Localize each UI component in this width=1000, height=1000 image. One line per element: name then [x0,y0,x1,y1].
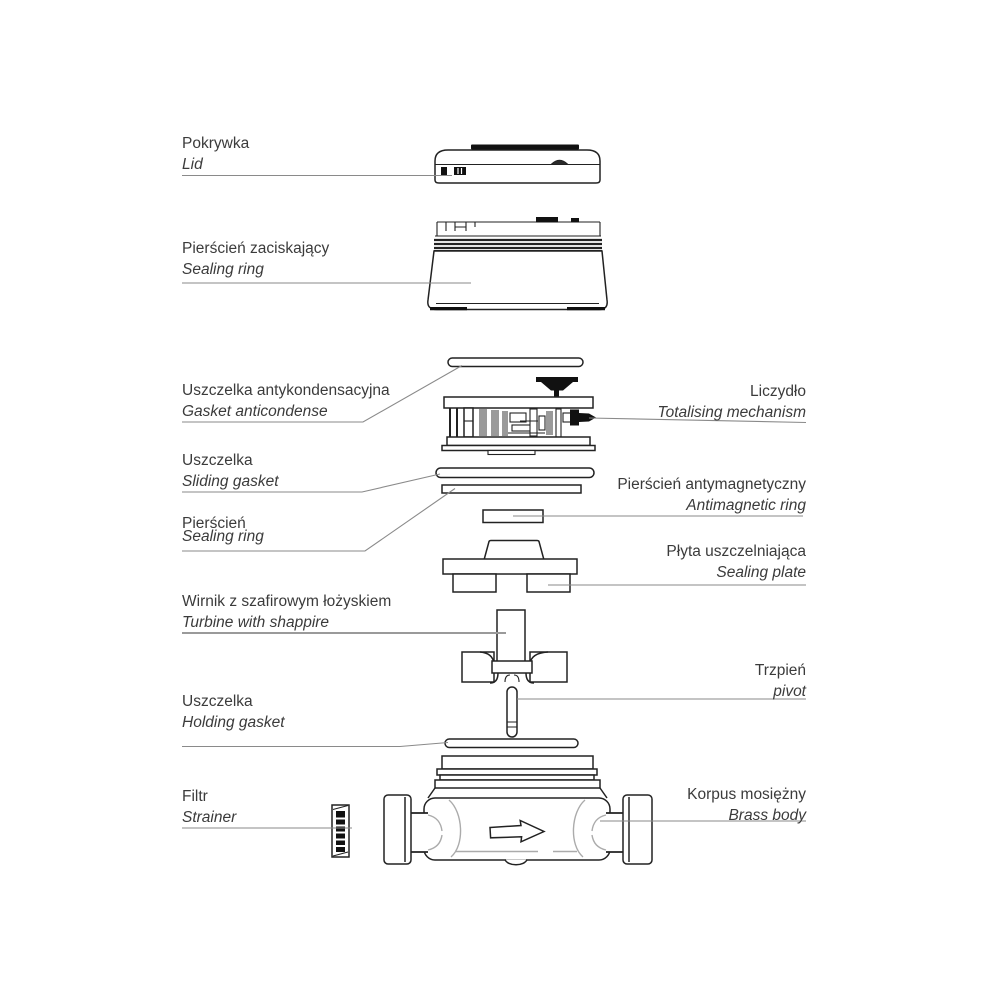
part-name-en: Strainer [182,809,237,826]
part-name-en: pivot [773,683,806,700]
part-name-pl: Pierścień [182,515,246,532]
turbine-drawing [462,610,567,683]
part-name-en: Sliding gasket [182,473,279,490]
lid-drawing [435,145,600,184]
part-name-pl: Uszczelka antykondensacyjna [182,382,390,399]
part-name-en: Sealing ring [182,528,264,545]
label-uszczelka-holding [182,691,285,733]
part-name-pl: Liczydło [750,383,806,400]
part-name-en: Brass body [728,807,806,824]
part-name-pl: Uszczelka [182,452,253,469]
label-pierscien [182,513,264,547]
part-name-pl: Trzpień [754,662,806,679]
part-name-pl: Pierścień antymagnetyczny [617,476,806,493]
label-pokrywka [182,133,249,175]
label-liczydlo [658,381,806,423]
part-name-en: Sealing ring [182,261,264,278]
label-korpus [687,784,806,826]
inlet-thread-cap [384,795,411,864]
part-name-en: Gasket anticondense [182,403,328,420]
anticondense-gasket-drawing [448,358,583,367]
part-name-pl: Płyta uszczelniająca [666,543,806,560]
label-uszczelka-antykondensacyjna [182,380,390,422]
sealing-plate-drawing [443,541,577,593]
part-name-pl: Korpus mosiężny [687,786,806,803]
part-name-pl: Pokrywka [182,135,250,152]
part-name-en: Totalising mechanism [657,404,806,421]
leader-holding [182,743,448,747]
part-name-en: Antimagnetic ring [686,497,806,514]
label-pierscien-zaciskajacy [182,238,329,280]
label-filtr [182,786,236,828]
label-wirnik [182,591,391,633]
label-plyta-uszczelniajaca [666,541,806,583]
part-name-pl: Pierścień zaciskający [182,240,330,257]
label-uszczelka-sliding [182,450,279,492]
pivot-drawing [507,687,517,737]
part-name-pl: Filtr [182,788,208,805]
holding-gasket-drawing [445,739,578,748]
label-pierscien-antymagnetyczny [617,474,806,516]
part-name-pl: Uszczelka [182,693,253,710]
clamping-ring-drawing [428,217,607,310]
part-name-en: Holding gasket [182,714,285,731]
part-name-en: Turbine with shappire [182,614,330,631]
outlet-thread-cap [623,795,652,864]
label-trzpien [755,660,806,702]
sliding-gasket-drawing [436,468,594,478]
totalising-mechanism-drawing [442,377,596,455]
part-name-en: Lid [182,156,203,173]
part-name-en: Sealing plate [716,564,806,581]
strainer-drawing [332,805,349,857]
part-name-pl: Wirnik z szafirowym łożyskiem [182,593,392,610]
sealing-ring-thin-drawing [442,485,581,493]
brass-body-drawing [384,756,652,865]
